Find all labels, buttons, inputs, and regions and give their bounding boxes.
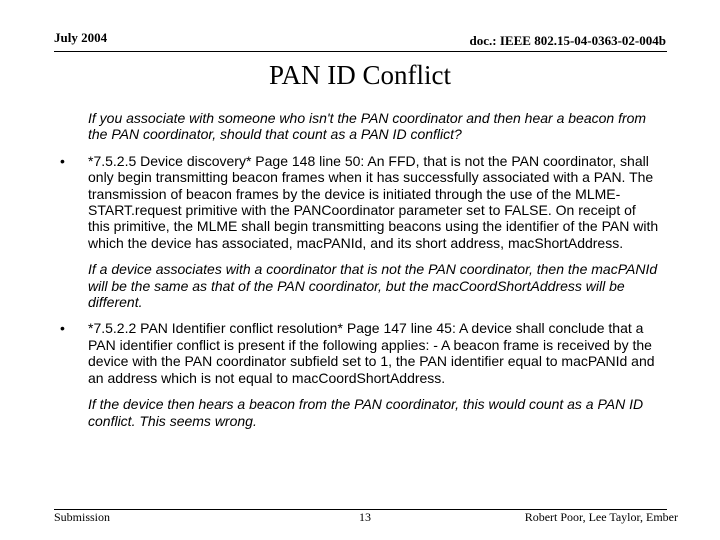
question-paragraph: If you associate with someone who isn't the PAN coordinator and then hear a beacon from the PAN coordinator, should that count as a PAN ID conflict? <box>88 110 647 143</box>
conclusion-paragraph: If the device then hears a beacon from the PAN coordinator, this would count as a PAN ID conflict. This seems wrong. <box>88 396 644 429</box>
page-number: 13 <box>359 510 371 524</box>
header-date: July 2004 <box>54 30 108 45</box>
footer-authors: Robert Poor, Lee Taylor, Ember <box>524 510 678 524</box>
bullet-text: *7.5.2.5 Device discovery* Page 148 line 50: An FFD, that is not the PAN coordinator, shall only begin transmitting beacon frames when it has successfully associated with a PAN. The transmission of beacon frames by the device is initiated through the use of the MLME-START.request primitive with the PANCoordinator parameter set to FALSE. On receipt of this primitive, the MLME shall begin transmitting beacons using the identifier of the PAN with which the device has associated, macPANId, and its short address, macShortAddress. <box>88 152 659 251</box>
slide-title: PAN ID Conflict <box>268 60 451 90</box>
bullet-icon: • <box>60 320 65 337</box>
bullet-text: *7.5.2.2 PAN Identifier conflict resolution* Page 147 line 45: A device shall conclude that a PAN identifier conflict is present if the following applies: - A beacon frame is received by the device with the PAN coordinator subfield set to 1, the PAN identifier equal to macPANId and an address which is not equal to macCoordShortAddress. <box>88 320 655 386</box>
slide-body <box>60 110 660 439</box>
bullet-item-pan-conflict <box>60 320 660 386</box>
bullet-item-device-discovery <box>60 153 660 251</box>
footer-label: Submission <box>54 510 111 524</box>
header-rule <box>54 51 667 52</box>
bullet-icon: • <box>60 152 65 169</box>
note-paragraph: If a device associates with a coordinator that is not the PAN coordinator, then the macPANId will be the same as that of the PAN coordinator, but the macCoordShortAddress will be different. <box>88 261 658 311</box>
header-doc-id: doc.: IEEE 802.15-04-0363-02-004b <box>469 33 666 48</box>
